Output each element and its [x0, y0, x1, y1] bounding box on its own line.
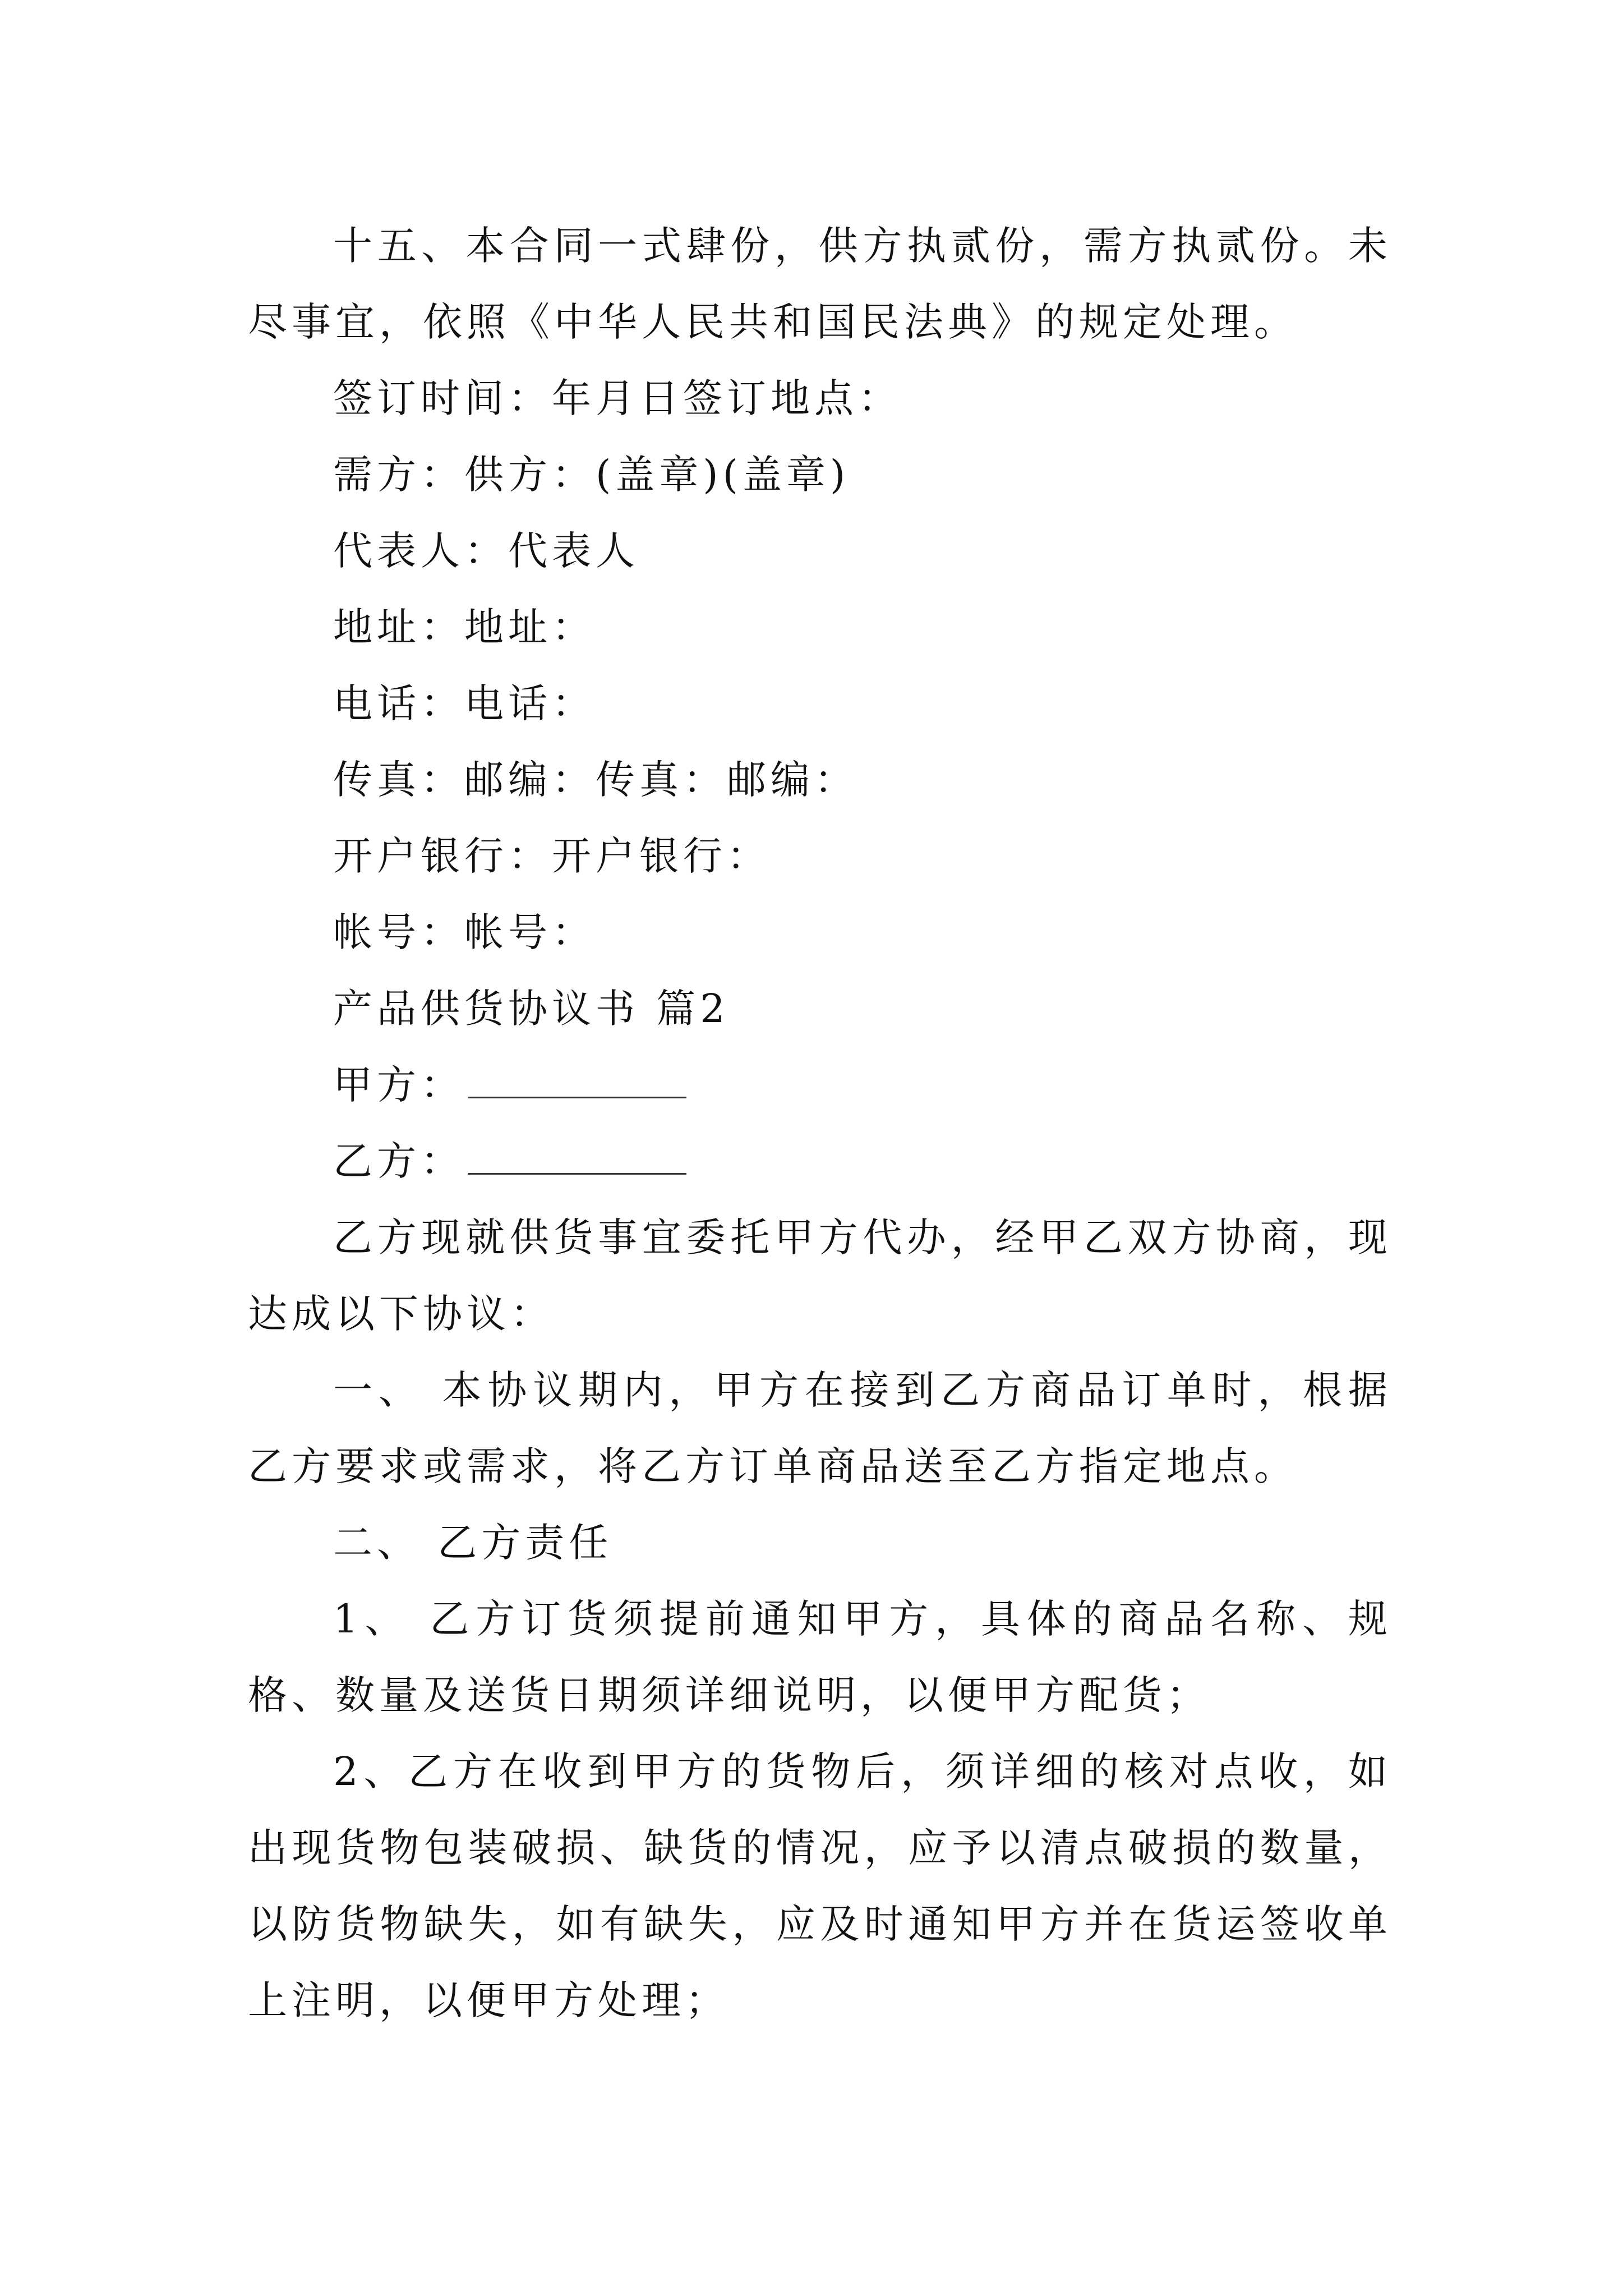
- party-a-line: [248, 1047, 1392, 1123]
- address-line: 地址：地址：: [333, 604, 596, 650]
- item-2-paragraph: 2、乙方在收到甲方的货物后，须详细的核对点收，如出现货物包装破损、缺货的情况，应予以清点破损的数量，以防货物缺失，如有缺失，应及时通知甲方并在货运签收单上注明，以便甲方处理；: [248, 1749, 1392, 2023]
- account-line: 帐号：帐号：: [333, 909, 596, 955]
- party-b-line: [248, 1123, 1392, 1199]
- bank-line: 开户银行：开户银行：: [333, 833, 771, 879]
- signing-time-line: 签订时间：年月日签订地点：: [333, 375, 902, 421]
- parties-seal-line: 需方：供方：(盖章)(盖章): [333, 452, 850, 498]
- fax-postcode-line: 传真：邮编：传真：邮编：: [333, 757, 858, 803]
- representative-line: 代表人：代表人: [333, 528, 639, 574]
- party-a-blank: [468, 1057, 686, 1098]
- section-heading: 产品供货协议书 篇2: [333, 986, 730, 1032]
- phone-line: 电话：电话：: [333, 680, 596, 726]
- document-body: [248, 208, 1392, 2039]
- intro-paragraph: 乙方现就供货事宜委托甲方代办，经甲乙双方协商，现达成以下协议：: [248, 1214, 1392, 1337]
- clause-15-paragraph: 十五、本合同一式肆份，供方执贰份，需方执贰份。未尽事宜，依照《中华人民共和国民法典》的规定处理。: [248, 223, 1392, 345]
- party-b-blank: [468, 1134, 686, 1175]
- party-b-label: 乙方：: [333, 1138, 464, 1184]
- item-1-paragraph: 1、 乙方订货须提前通知甲方，具体的商品名称、规格、数量及送货日期须详细说明，以便甲方配货；: [248, 1596, 1392, 1718]
- clause-1-paragraph: 一、 本协议期内，甲方在接到乙方商品订单时，根据乙方要求或需求，将乙方订单商品送至乙方指定地点。: [248, 1367, 1392, 1489]
- party-a-label: 甲方：: [333, 1062, 464, 1108]
- clause-2-heading: 二、 乙方责任: [333, 1520, 613, 1566]
